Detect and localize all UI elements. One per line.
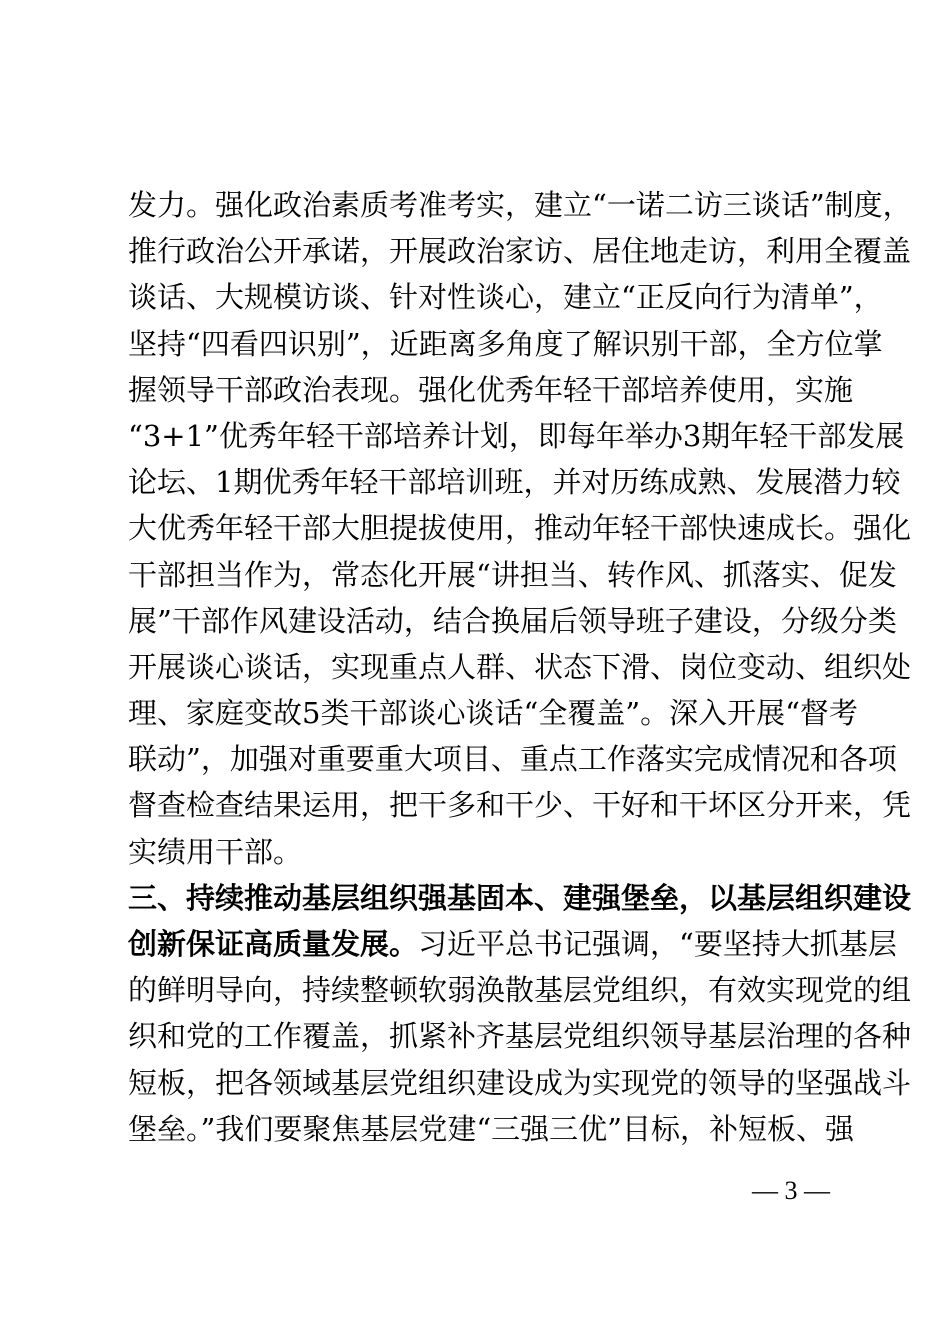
text-line: 理、家庭变故5类干部谈心谈话“全覆盖”。深入开展“督考 [128,696,858,731]
text-line: 短板，把各领域基层党组织建设成为实现党的领导的坚强战斗 [128,1065,912,1100]
text-line: 织和党的工作覆盖，抓紧补齐基层党组织领导基层治理的各种 [128,1019,912,1054]
text-line: 大优秀年轻干部大胆提拔使用，推动年轻干部快速成长。强化 [128,511,912,546]
paragraph [128,875,912,1152]
text-line: 开展谈心谈话，实现重点人群、状态下滑、岗位变动、组织处 [128,649,912,684]
text-line: 谈话、大规模访谈、针对性谈心，建立“正反向行为清单”， [128,280,883,315]
section-heading-end: 创新保证高质量发展。 [128,927,419,961]
text-line: 的鲜明导向，持续整顿软弱涣散基层党组织，有效实现党的组 [128,973,912,1008]
text-line: 握领导干部政治表现。强化优秀年轻干部培养使用，实施 [128,372,854,407]
text-line: 推行政治公开承诺，开展政治家访、居住地走访，利用全覆盖 [128,234,912,269]
text-line: 论坛、1期优秀年轻干部培训班，并对历练成熟、发展潜力较 [128,465,901,500]
page-number: — 3 — [752,1176,830,1205]
text-line: 干部担当作为，常态化开展“讲担当、转作风、抓落实、促发 [128,557,897,592]
text-segment: 习近平总书记强调，“要坚持大抓基层 [418,927,897,961]
text-line: 督查检查结果运用，把干多和干少、干好和干坏区分开来，凭 [128,788,912,823]
document-body [128,182,912,1152]
text-line: 联动”，加强对重要重大项目、重点工作落实完成情况和各项 [128,742,897,777]
text-line: 堡垒。”我们要聚焦基层党建“三强三优”目标，补短板、强 [128,1111,854,1146]
text-line: 坚持“四看四识别”，近距离多角度了解识别干部，全方位掌 [128,326,883,361]
text-line [128,921,897,967]
text-line: “3+1”优秀年轻干部培养计划，即每年举办3期年轻干部发展 [128,418,905,453]
section-heading: 三、持续推动基层组织强基固本、建强堡垒，以基层组织建设 [128,880,912,915]
text-line: 发力。强化政治素质考准考实，建立“一诺二访三谈话”制度， [128,188,912,222]
text-line: 展”干部作风建设活动，结合换届后领导班子建设，分级分类 [128,603,897,638]
text-line: 实绩用干部。 [128,834,303,869]
paragraph [128,182,912,875]
